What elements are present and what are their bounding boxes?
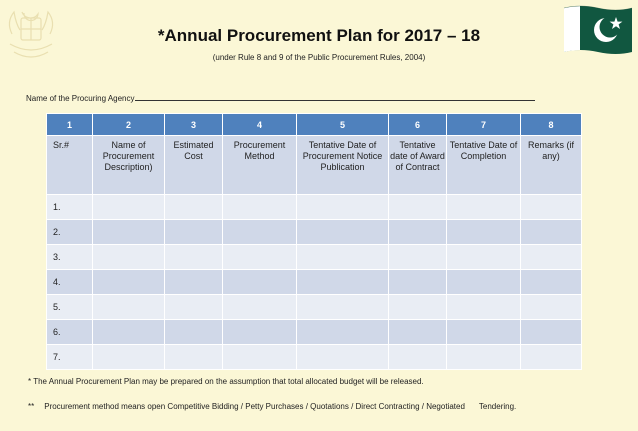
col-number: 3 xyxy=(165,114,223,136)
column-number-row xyxy=(47,114,582,136)
table-cell xyxy=(223,295,297,320)
table-cell xyxy=(223,245,297,270)
col-number: 5 xyxy=(297,114,389,136)
table-row xyxy=(47,195,582,220)
table-cell xyxy=(389,220,447,245)
table-row xyxy=(47,345,582,370)
table-cell xyxy=(165,320,223,345)
table-cell xyxy=(521,295,582,320)
table-cell xyxy=(447,295,521,320)
table-cell xyxy=(389,195,447,220)
header-remarks: Remarks (if any) xyxy=(521,136,582,195)
agency-field xyxy=(26,93,535,103)
footnote-budget: * The Annual Procurement Plan may be prepared on the assumption that total allocated budget will be released. xyxy=(28,377,424,386)
table-cell xyxy=(389,270,447,295)
table-row xyxy=(47,320,582,345)
table-cell xyxy=(223,220,297,245)
table-row xyxy=(47,245,582,270)
row-number: 3. xyxy=(47,245,93,270)
table-cell xyxy=(447,245,521,270)
page-subtitle: (under Rule 8 and 9 of the Public Procurement Rules, 2004) xyxy=(212,53,426,62)
table-cell xyxy=(297,220,389,245)
table-cell xyxy=(447,345,521,370)
footnote-mark: ** xyxy=(28,402,35,411)
table-cell xyxy=(521,220,582,245)
procurement-plan-table xyxy=(46,113,582,370)
header-sr: Sr.# xyxy=(47,136,93,195)
table-cell xyxy=(297,295,389,320)
table-cell xyxy=(521,245,582,270)
table-cell xyxy=(223,270,297,295)
table-cell xyxy=(223,345,297,370)
footnote-method-tail: Tendering. xyxy=(478,402,517,411)
table-cell xyxy=(223,195,297,220)
table-cell xyxy=(93,195,165,220)
table-cell xyxy=(93,245,165,270)
table-cell xyxy=(521,270,582,295)
row-number: 7. xyxy=(47,345,93,370)
table-row xyxy=(47,270,582,295)
table-cell xyxy=(165,295,223,320)
table-cell xyxy=(389,345,447,370)
footnote-method-text: Procurement method means open Competitive Bidding / Petty Purchases / Quotations / Direct Contracting / Negotiated xyxy=(44,402,465,411)
column-header-row xyxy=(47,136,582,195)
table-cell xyxy=(297,270,389,295)
col-number: 1 xyxy=(47,114,93,136)
table-cell xyxy=(447,270,521,295)
agency-label: Name of the Procuring Agency xyxy=(26,94,135,103)
table-cell xyxy=(165,345,223,370)
table-cell xyxy=(165,270,223,295)
row-number: 1. xyxy=(47,195,93,220)
table-cell xyxy=(297,345,389,370)
table-cell xyxy=(93,270,165,295)
table-cell xyxy=(521,320,582,345)
row-number: 6. xyxy=(47,320,93,345)
col-number: 2 xyxy=(93,114,165,136)
table-cell xyxy=(447,195,521,220)
agency-blank-line xyxy=(135,93,535,101)
footnote-method xyxy=(28,402,516,411)
col-number: 6 xyxy=(389,114,447,136)
header-cost: Estimated Cost xyxy=(165,136,223,195)
table-cell xyxy=(93,295,165,320)
row-number: 5. xyxy=(47,295,93,320)
table-cell xyxy=(447,320,521,345)
table-cell xyxy=(165,220,223,245)
header-name: Name of Procurement Description) xyxy=(93,136,165,195)
table-cell xyxy=(93,345,165,370)
table-cell xyxy=(297,245,389,270)
table-cell xyxy=(165,245,223,270)
header-notice-date: Tentative Date of Procurement Notice Publication xyxy=(297,136,389,195)
header-completion-date: Tentative Date of Completion xyxy=(447,136,521,195)
row-number: 2. xyxy=(47,220,93,245)
table-cell xyxy=(389,245,447,270)
header-award-date: Tentative date of Award of Contract xyxy=(389,136,447,195)
table-row xyxy=(47,295,582,320)
table-cell xyxy=(93,220,165,245)
col-number: 7 xyxy=(447,114,521,136)
table-row xyxy=(47,220,582,245)
table-cell xyxy=(521,195,582,220)
table-cell xyxy=(521,345,582,370)
table-cell xyxy=(447,220,521,245)
col-number: 8 xyxy=(521,114,582,136)
table-cell xyxy=(297,320,389,345)
table-cell xyxy=(389,295,447,320)
table-cell xyxy=(165,195,223,220)
table-cell xyxy=(389,320,447,345)
table-cell xyxy=(297,195,389,220)
page-title: *Annual Procurement Plan for 2017 – 18 xyxy=(157,26,481,45)
table-cell xyxy=(223,320,297,345)
header-method: Procurement Method xyxy=(223,136,297,195)
col-number: 4 xyxy=(223,114,297,136)
row-number: 4. xyxy=(47,270,93,295)
table-cell xyxy=(93,320,165,345)
